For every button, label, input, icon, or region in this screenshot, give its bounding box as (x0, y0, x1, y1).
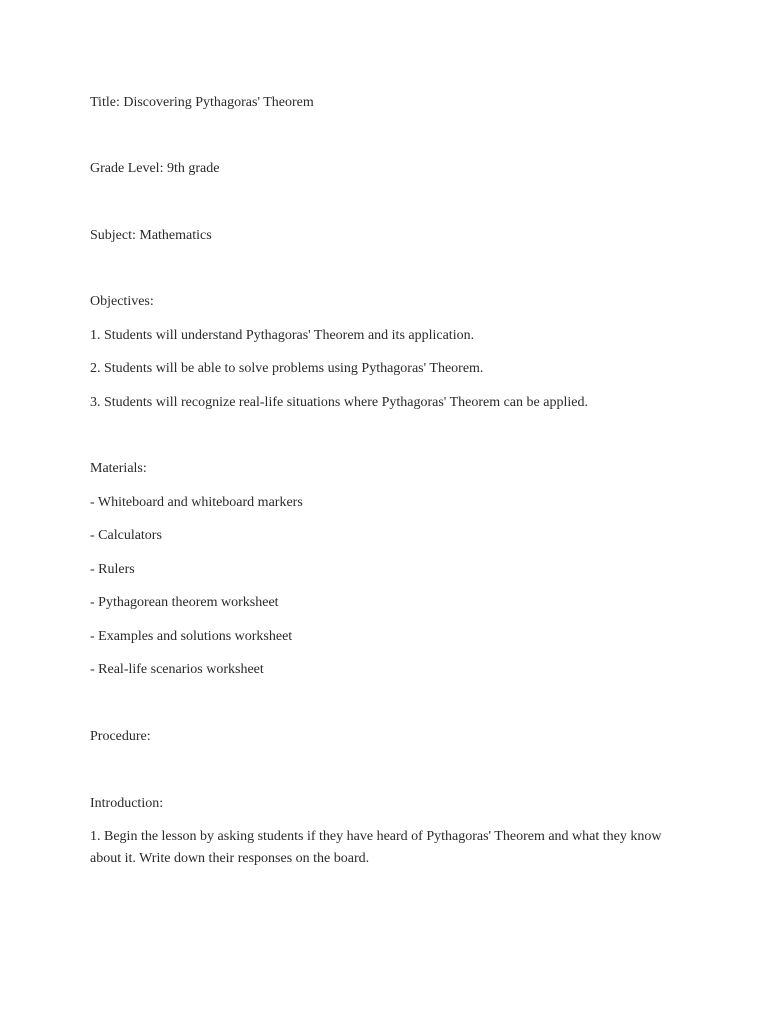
introduction-heading: Introduction: (90, 796, 164, 811)
introduction-item: 1. Begin the lesson by asking students if they have heard of Pythagoras' Theorem and what they know about it. Write down their responses on the board. (90, 829, 662, 866)
material-item: - Real-life scenarios worksheet (90, 662, 264, 677)
procedure-heading: Procedure: (90, 729, 151, 744)
material-item: - Rulers (90, 562, 135, 577)
objective-item: 1. Students will understand Pythagoras' Theorem and its application. (90, 328, 475, 343)
material-item: - Examples and solutions worksheet (90, 629, 293, 644)
grade-level: Grade Level: 9th grade (90, 161, 220, 176)
objectives-heading: Objectives: (90, 294, 154, 309)
material-item: - Pythagorean theorem worksheet (90, 595, 279, 610)
material-item: - Calculators (90, 528, 162, 543)
lesson-title: Title: Discovering Pythagoras' Theorem (90, 95, 314, 110)
objective-item: 3. Students will recognize real-life situations where Pythagoras' Theorem can be applied. (90, 395, 588, 410)
materials-heading: Materials: (90, 461, 147, 476)
subject: Subject: Mathematics (90, 228, 212, 243)
objective-item: 2. Students will be able to solve problems using Pythagoras' Theorem. (90, 361, 484, 376)
material-item: - Whiteboard and whiteboard markers (90, 495, 303, 510)
